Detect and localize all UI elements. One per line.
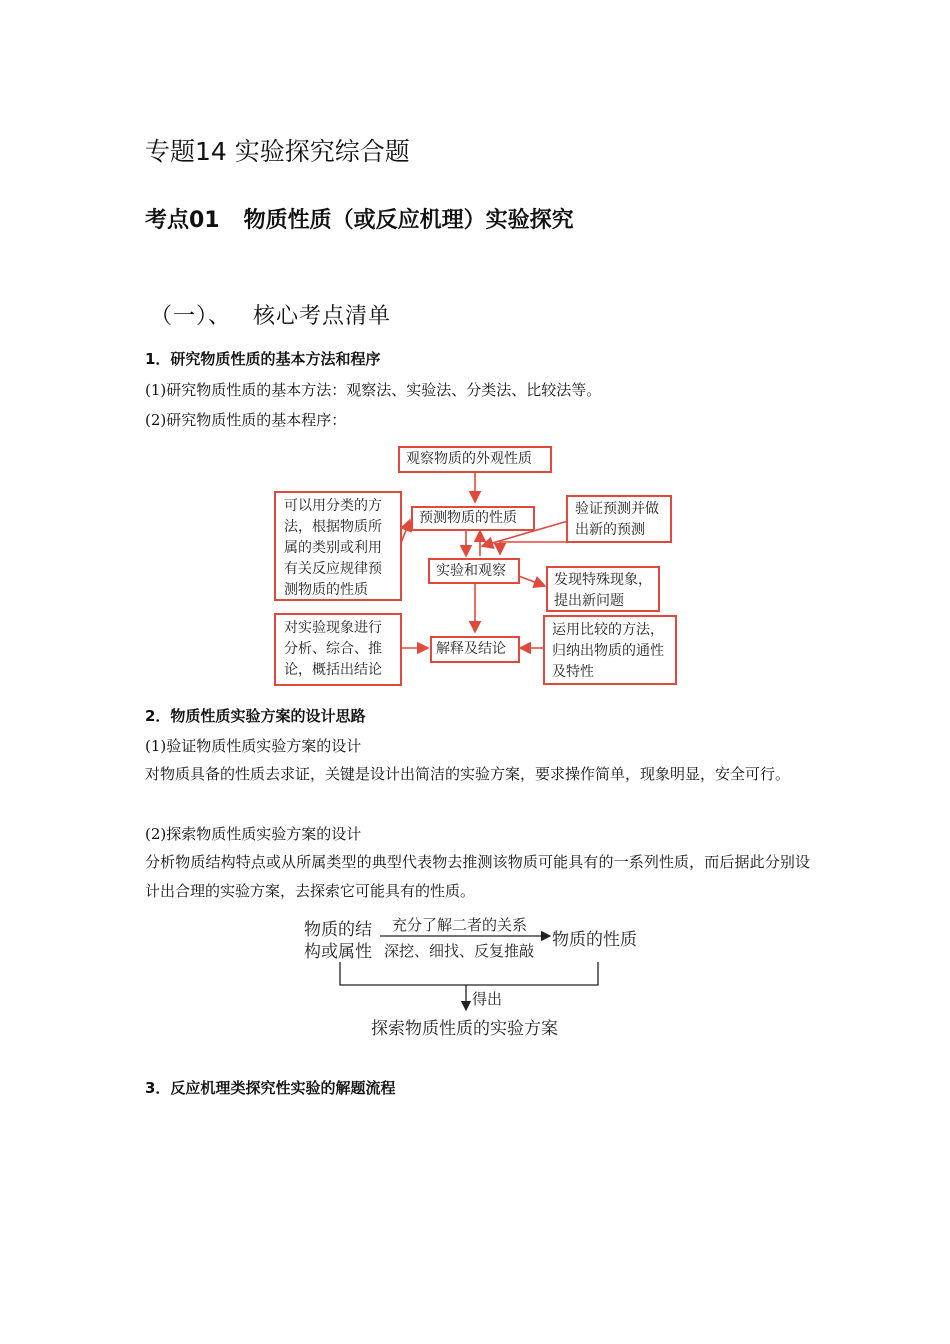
item2-heading: 2．物质性质实验方案的设计思路 (145, 707, 366, 725)
box-verify-note: 验证预测并做出新的预测 (566, 495, 672, 543)
topic-heading (145, 203, 574, 234)
arrow-bottom-label: 深挖、细找、反复推敲 (384, 942, 535, 960)
item2-sub2-text: 分析物质结构特点或从所属类型的典型代表物去推测该物质可能具有的一系列性质，而后据此分别设计出合理的实验方案，去探索它可能具有的性质。 (145, 853, 810, 900)
item1-line2: (2)研究物质性质的基本程序： (145, 411, 347, 429)
page-title: 专题14 实验探究综合题 (145, 137, 410, 166)
research-procedure-flowchart (270, 438, 680, 688)
topic-number: 考点01 (145, 208, 220, 233)
box-predict: 预测物质的性质 (411, 506, 535, 531)
box-explain: 解释及结论 (430, 636, 520, 663)
property-label: 物质的性质 (552, 930, 637, 950)
item1-heading: 1．研究物质性质的基本方法和程序 (145, 350, 381, 368)
section-label: （一）、 (150, 304, 232, 329)
item1-line1: (1)研究物质性质的基本方法：观察法、实验法、分类法、比较法等。 (145, 381, 602, 399)
box-analyze-note: 对实验现象进行分析、综合、推论，概括出结论 (274, 613, 402, 686)
box-classify-note: 可以用分类的方法，根据物质所属的类别或利用有关反应规律预测物质的性质 (274, 491, 402, 601)
derive-label: 得出 (472, 990, 503, 1008)
topic-text: 物质性质（或反应机理）实验探究 (243, 208, 574, 233)
arrow-top-label: 充分了解二者的关系 (392, 916, 528, 934)
structure-label-line2: 构或属性 (304, 942, 372, 962)
box-experiment: 实验和观察 (428, 558, 520, 584)
item2-sub1: (1)验证物质性质实验方案的设计 (145, 737, 362, 755)
item3-heading: 3．反应机理类探究性实验的解题流程 (145, 1079, 396, 1097)
section-text: 核心考点清单 (253, 304, 392, 329)
item2-sub2: (2)探索物质性质实验方案的设计 (145, 825, 362, 843)
structure-label-line1: 物质的结 (304, 920, 372, 940)
box-special-note: 发现特殊现象，提出新问题 (546, 566, 660, 612)
section-heading (150, 299, 391, 330)
box-observe: 观察物质的外观性质 (398, 446, 552, 473)
item2-sub1-text: 对物质具备的性质去求证，关键是设计出简洁的实验方案，要求操作简单，现象明显，安全可行。 (145, 765, 791, 783)
box-compare-note: 运用比较的方法，归纳出物质的通性及特性 (543, 615, 677, 685)
design-approach-diagram (300, 912, 660, 1042)
scheme-label: 探索物质性质的实验方案 (371, 1019, 558, 1039)
